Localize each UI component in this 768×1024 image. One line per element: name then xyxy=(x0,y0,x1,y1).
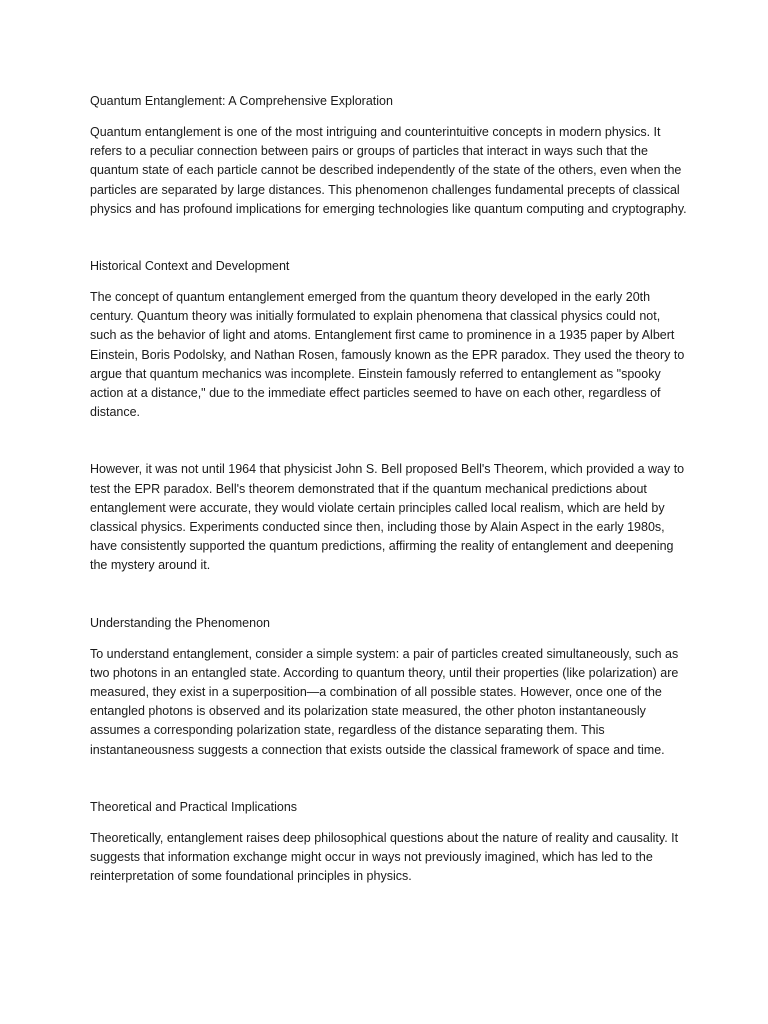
document-page xyxy=(90,92,690,886)
section-heading-implications: Theoretical and Practical Implications xyxy=(90,799,298,814)
history-paragraph-2: However, it was not until 1964 that physicist John S. Bell proposed Bell's Theorem, which provided a way to test the EPR paradox. Bell's theorem demonstrated that if the quantum mechanical predictions about entanglement were accurate, they would violate certain principles called local realism, which are held by classical physics. Experiments conducted since then, including those by Alain Aspect in the early 1980s, have consistently supported the quantum predictions, affirming the reality of entanglement and deepening the mystery around it. xyxy=(90,462,685,573)
history-paragraph-1: The concept of quantum entanglement emerged from the quantum theory developed in the early 20th century. Quantum theory was initially formulated to explain phenomena that classical physics could not, such as the behavior of light and atoms. Entanglement first came to prominence in a 1935 paper by Albert Einstein, Boris Podolsky, and Nathan Rosen, famously known as the EPR paradox. They used the theory to argue that quantum mechanics was incomplete. Einstein famously referred to entanglement as "spooky action at a distance," due to the immediate effect particles seemed to have on each other, regardless of distance. xyxy=(90,290,685,420)
section-heading-phenomenon: Understanding the Phenomenon xyxy=(90,615,270,630)
intro-paragraph: Quantum entanglement is one of the most intriguing and counterintuitive concepts in modern physics. It refers to a peculiar connection between pairs or groups of particles that interact in ways such that the quantum state of each particle cannot be described independently of the state of the others, even when the particles are separated by large distances. This phenomenon challenges fundamental precepts of classical physics and has profound implications for emerging technologies like quantum computing and cryptography. xyxy=(90,125,687,216)
section-heading-history: Historical Context and Development xyxy=(90,259,290,274)
phenomenon-paragraph: To understand entanglement, consider a simple system: a pair of particles created simultaneously, such as two photons in an entangled state. According to quantum theory, until their properties (like polarization) are measured, they exist in a superposition—a combination of all possible states. However, once one of the entangled photons is observed and its polarization state measured, the other photon instantaneously assumes a corresponding polarization state, regardless of the distance separating them. This instantaneousness suggests a connection that exists outside the classical framework of space and time. xyxy=(90,646,679,757)
document-title: Quantum Entanglement: A Comprehensive Exploration xyxy=(90,94,393,108)
implications-paragraph: Theoretically, entanglement raises deep philosophical questions about the nature of reality and causality. It suggests that information exchange might occur in ways not previously imagined, which has led to the reinterpretation of some foundational principles in physics. xyxy=(90,830,679,884)
